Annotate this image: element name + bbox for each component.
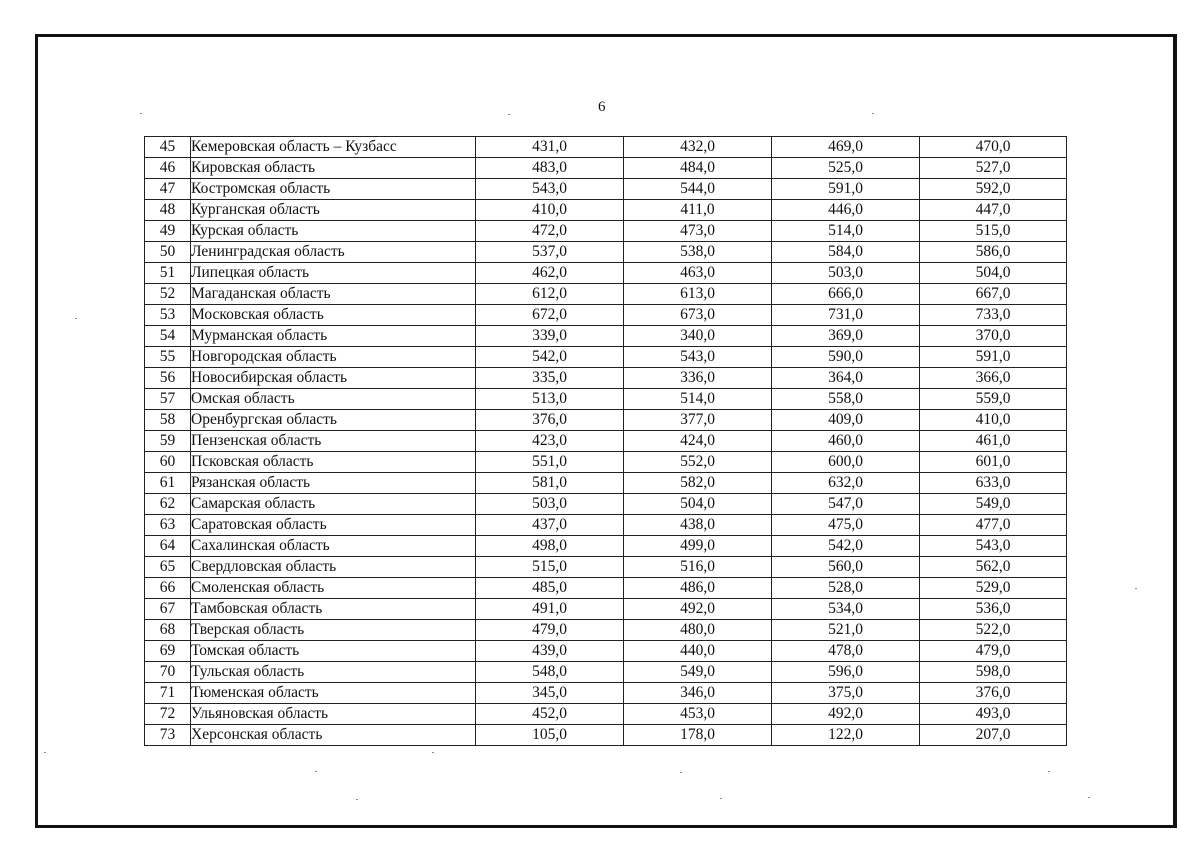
value-cell-2: 504,0 xyxy=(624,494,772,515)
scan-speck xyxy=(872,113,874,114)
value-cell-3: 460,0 xyxy=(772,431,920,452)
value-cell-4: 559,0 xyxy=(920,389,1067,410)
region-name-cell: Кировская область xyxy=(191,158,476,179)
table-row xyxy=(145,494,1067,515)
value-cell-4: 598,0 xyxy=(920,662,1067,683)
table-row xyxy=(145,284,1067,305)
value-cell-3: 514,0 xyxy=(772,221,920,242)
value-cell-1: 462,0 xyxy=(476,263,624,284)
value-cell-2: 432,0 xyxy=(624,137,772,158)
value-cell-3: 584,0 xyxy=(772,242,920,263)
value-cell-3: 525,0 xyxy=(772,158,920,179)
value-cell-3: 122,0 xyxy=(772,725,920,746)
value-cell-1: 410,0 xyxy=(476,200,624,221)
value-cell-4: 733,0 xyxy=(920,305,1067,326)
page-number: 6 xyxy=(598,99,606,115)
value-cell-3: 375,0 xyxy=(772,683,920,704)
value-cell-1: 335,0 xyxy=(476,368,624,389)
value-cell-3: 475,0 xyxy=(772,515,920,536)
table-row xyxy=(145,305,1067,326)
region-name-cell: Московская область xyxy=(191,305,476,326)
value-cell-4: 470,0 xyxy=(920,137,1067,158)
row-number-cell: 63 xyxy=(145,515,191,536)
table-row xyxy=(145,242,1067,263)
value-cell-1: 431,0 xyxy=(476,137,624,158)
table-row xyxy=(145,389,1067,410)
row-number-cell: 60 xyxy=(145,452,191,473)
value-cell-4: 366,0 xyxy=(920,368,1067,389)
row-number-cell: 59 xyxy=(145,431,191,452)
value-cell-4: 536,0 xyxy=(920,599,1067,620)
scan-speck xyxy=(432,752,434,753)
region-name-cell: Тюменская область xyxy=(191,683,476,704)
row-number-cell: 73 xyxy=(145,725,191,746)
row-number-cell: 55 xyxy=(145,347,191,368)
value-cell-4: 515,0 xyxy=(920,221,1067,242)
value-cell-2: 453,0 xyxy=(624,704,772,725)
scan-speck xyxy=(356,799,358,800)
value-cell-3: 547,0 xyxy=(772,494,920,515)
value-cell-1: 491,0 xyxy=(476,599,624,620)
value-cell-3: 731,0 xyxy=(772,305,920,326)
table-row xyxy=(145,410,1067,431)
value-cell-1: 472,0 xyxy=(476,221,624,242)
table-row xyxy=(145,473,1067,494)
value-cell-3: 560,0 xyxy=(772,557,920,578)
row-number-cell: 67 xyxy=(145,599,191,620)
region-name-cell: Томская область xyxy=(191,641,476,662)
value-cell-2: 424,0 xyxy=(624,431,772,452)
value-cell-3: 521,0 xyxy=(772,620,920,641)
table-row xyxy=(145,158,1067,179)
region-name-cell: Смоленская область xyxy=(191,578,476,599)
row-number-cell: 71 xyxy=(145,683,191,704)
scan-speck xyxy=(508,114,510,115)
value-cell-2: 516,0 xyxy=(624,557,772,578)
value-cell-2: 473,0 xyxy=(624,221,772,242)
value-cell-1: 452,0 xyxy=(476,704,624,725)
region-name-cell: Тверская область xyxy=(191,620,476,641)
value-cell-1: 339,0 xyxy=(476,326,624,347)
region-name-cell: Костромская область xyxy=(191,179,476,200)
row-number-cell: 51 xyxy=(145,263,191,284)
table-row xyxy=(145,578,1067,599)
region-name-cell: Ульяновская область xyxy=(191,704,476,725)
row-number-cell: 69 xyxy=(145,641,191,662)
scan-speck xyxy=(1135,588,1137,589)
table-row xyxy=(145,452,1067,473)
value-cell-1: 537,0 xyxy=(476,242,624,263)
region-name-cell: Рязанская область xyxy=(191,473,476,494)
row-number-cell: 49 xyxy=(145,221,191,242)
value-cell-2: 346,0 xyxy=(624,683,772,704)
value-cell-2: 480,0 xyxy=(624,620,772,641)
value-cell-1: 376,0 xyxy=(476,410,624,431)
value-cell-2: 484,0 xyxy=(624,158,772,179)
value-cell-3: 528,0 xyxy=(772,578,920,599)
value-cell-3: 666,0 xyxy=(772,284,920,305)
value-cell-2: 178,0 xyxy=(624,725,772,746)
table-row xyxy=(145,179,1067,200)
value-cell-2: 463,0 xyxy=(624,263,772,284)
value-cell-2: 673,0 xyxy=(624,305,772,326)
row-number-cell: 57 xyxy=(145,389,191,410)
region-name-cell: Ленинградская область xyxy=(191,242,476,263)
value-cell-2: 613,0 xyxy=(624,284,772,305)
value-cell-1: 498,0 xyxy=(476,536,624,557)
row-number-cell: 48 xyxy=(145,200,191,221)
regions-table xyxy=(144,136,1067,746)
value-cell-4: 461,0 xyxy=(920,431,1067,452)
table-row xyxy=(145,221,1067,242)
row-number-cell: 62 xyxy=(145,494,191,515)
row-number-cell: 50 xyxy=(145,242,191,263)
region-name-cell: Липецкая область xyxy=(191,263,476,284)
value-cell-4: 586,0 xyxy=(920,242,1067,263)
scan-speck xyxy=(1088,797,1090,798)
row-number-cell: 61 xyxy=(145,473,191,494)
value-cell-2: 377,0 xyxy=(624,410,772,431)
region-name-cell: Курская область xyxy=(191,221,476,242)
value-cell-3: 364,0 xyxy=(772,368,920,389)
value-cell-2: 582,0 xyxy=(624,473,772,494)
value-cell-2: 411,0 xyxy=(624,200,772,221)
value-cell-1: 503,0 xyxy=(476,494,624,515)
table-row xyxy=(145,515,1067,536)
region-name-cell: Омская область xyxy=(191,389,476,410)
table-row xyxy=(145,725,1067,746)
region-name-cell: Новгородская область xyxy=(191,347,476,368)
value-cell-1: 612,0 xyxy=(476,284,624,305)
value-cell-1: 542,0 xyxy=(476,347,624,368)
table-row xyxy=(145,599,1067,620)
region-name-cell: Пензенская область xyxy=(191,431,476,452)
value-cell-3: 369,0 xyxy=(772,326,920,347)
table-row xyxy=(145,620,1067,641)
scan-speck xyxy=(140,113,142,114)
row-number-cell: 70 xyxy=(145,662,191,683)
region-name-cell: Курганская область xyxy=(191,200,476,221)
row-number-cell: 72 xyxy=(145,704,191,725)
value-cell-2: 492,0 xyxy=(624,599,772,620)
value-cell-2: 440,0 xyxy=(624,641,772,662)
table-row xyxy=(145,431,1067,452)
value-cell-2: 538,0 xyxy=(624,242,772,263)
value-cell-3: 590,0 xyxy=(772,347,920,368)
value-cell-3: 469,0 xyxy=(772,137,920,158)
value-cell-1: 105,0 xyxy=(476,725,624,746)
table-row xyxy=(145,641,1067,662)
table-row xyxy=(145,536,1067,557)
value-cell-4: 562,0 xyxy=(920,557,1067,578)
value-cell-3: 542,0 xyxy=(772,536,920,557)
row-number-cell: 45 xyxy=(145,137,191,158)
value-cell-2: 552,0 xyxy=(624,452,772,473)
value-cell-3: 596,0 xyxy=(772,662,920,683)
value-cell-4: 479,0 xyxy=(920,641,1067,662)
value-cell-1: 515,0 xyxy=(476,557,624,578)
value-cell-1: 672,0 xyxy=(476,305,624,326)
value-cell-3: 632,0 xyxy=(772,473,920,494)
value-cell-2: 544,0 xyxy=(624,179,772,200)
table-row xyxy=(145,200,1067,221)
value-cell-4: 477,0 xyxy=(920,515,1067,536)
value-cell-1: 345,0 xyxy=(476,683,624,704)
value-cell-4: 549,0 xyxy=(920,494,1067,515)
value-cell-3: 534,0 xyxy=(772,599,920,620)
value-cell-4: 207,0 xyxy=(920,725,1067,746)
row-number-cell: 64 xyxy=(145,536,191,557)
table-row xyxy=(145,683,1067,704)
value-cell-3: 446,0 xyxy=(772,200,920,221)
region-name-cell: Новосибирская область xyxy=(191,368,476,389)
value-cell-4: 667,0 xyxy=(920,284,1067,305)
row-number-cell: 68 xyxy=(145,620,191,641)
row-number-cell: 47 xyxy=(145,179,191,200)
value-cell-3: 591,0 xyxy=(772,179,920,200)
region-name-cell: Сахалинская область xyxy=(191,536,476,557)
table-row xyxy=(145,347,1067,368)
scan-speck xyxy=(315,771,317,772)
value-cell-4: 410,0 xyxy=(920,410,1067,431)
value-cell-2: 499,0 xyxy=(624,536,772,557)
value-cell-1: 483,0 xyxy=(476,158,624,179)
table-row xyxy=(145,326,1067,347)
scan-speck xyxy=(680,772,682,773)
value-cell-4: 370,0 xyxy=(920,326,1067,347)
value-cell-3: 558,0 xyxy=(772,389,920,410)
table-row xyxy=(145,557,1067,578)
value-cell-3: 409,0 xyxy=(772,410,920,431)
region-name-cell: Мурманская область xyxy=(191,326,476,347)
region-name-cell: Оренбургская область xyxy=(191,410,476,431)
value-cell-2: 514,0 xyxy=(624,389,772,410)
value-cell-1: 581,0 xyxy=(476,473,624,494)
row-number-cell: 54 xyxy=(145,326,191,347)
value-cell-4: 591,0 xyxy=(920,347,1067,368)
scan-speck xyxy=(44,752,46,753)
table-row xyxy=(145,137,1067,158)
region-name-cell: Тульская область xyxy=(191,662,476,683)
value-cell-3: 478,0 xyxy=(772,641,920,662)
value-cell-4: 376,0 xyxy=(920,683,1067,704)
value-cell-4: 527,0 xyxy=(920,158,1067,179)
row-number-cell: 53 xyxy=(145,305,191,326)
scan-speck xyxy=(720,798,722,799)
value-cell-1: 479,0 xyxy=(476,620,624,641)
value-cell-4: 493,0 xyxy=(920,704,1067,725)
value-cell-2: 340,0 xyxy=(624,326,772,347)
row-number-cell: 58 xyxy=(145,410,191,431)
value-cell-1: 548,0 xyxy=(476,662,624,683)
region-name-cell: Псковская область xyxy=(191,452,476,473)
table-row xyxy=(145,368,1067,389)
regions-table-body xyxy=(145,137,1067,746)
value-cell-2: 336,0 xyxy=(624,368,772,389)
region-name-cell: Самарская область xyxy=(191,494,476,515)
value-cell-4: 447,0 xyxy=(920,200,1067,221)
value-cell-4: 601,0 xyxy=(920,452,1067,473)
value-cell-4: 529,0 xyxy=(920,578,1067,599)
value-cell-1: 513,0 xyxy=(476,389,624,410)
row-number-cell: 46 xyxy=(145,158,191,179)
region-name-cell: Кемеровская область – Кузбасс xyxy=(191,137,476,158)
scan-speck xyxy=(75,318,77,319)
row-number-cell: 65 xyxy=(145,557,191,578)
table-row xyxy=(145,704,1067,725)
row-number-cell: 56 xyxy=(145,368,191,389)
scan-speck xyxy=(1048,771,1050,772)
value-cell-1: 423,0 xyxy=(476,431,624,452)
value-cell-2: 549,0 xyxy=(624,662,772,683)
value-cell-4: 543,0 xyxy=(920,536,1067,557)
value-cell-4: 504,0 xyxy=(920,263,1067,284)
value-cell-1: 485,0 xyxy=(476,578,624,599)
table-row xyxy=(145,662,1067,683)
row-number-cell: 52 xyxy=(145,284,191,305)
region-name-cell: Свердловская область xyxy=(191,557,476,578)
value-cell-2: 438,0 xyxy=(624,515,772,536)
region-name-cell: Тамбовская область xyxy=(191,599,476,620)
value-cell-1: 543,0 xyxy=(476,179,624,200)
value-cell-3: 492,0 xyxy=(772,704,920,725)
value-cell-3: 503,0 xyxy=(772,263,920,284)
value-cell-2: 543,0 xyxy=(624,347,772,368)
value-cell-4: 633,0 xyxy=(920,473,1067,494)
value-cell-4: 522,0 xyxy=(920,620,1067,641)
region-name-cell: Магаданская область xyxy=(191,284,476,305)
region-name-cell: Саратовская область xyxy=(191,515,476,536)
value-cell-1: 437,0 xyxy=(476,515,624,536)
region-name-cell: Херсонская область xyxy=(191,725,476,746)
value-cell-1: 439,0 xyxy=(476,641,624,662)
row-number-cell: 66 xyxy=(145,578,191,599)
value-cell-2: 486,0 xyxy=(624,578,772,599)
value-cell-4: 592,0 xyxy=(920,179,1067,200)
value-cell-1: 551,0 xyxy=(476,452,624,473)
table-row xyxy=(145,263,1067,284)
value-cell-3: 600,0 xyxy=(772,452,920,473)
